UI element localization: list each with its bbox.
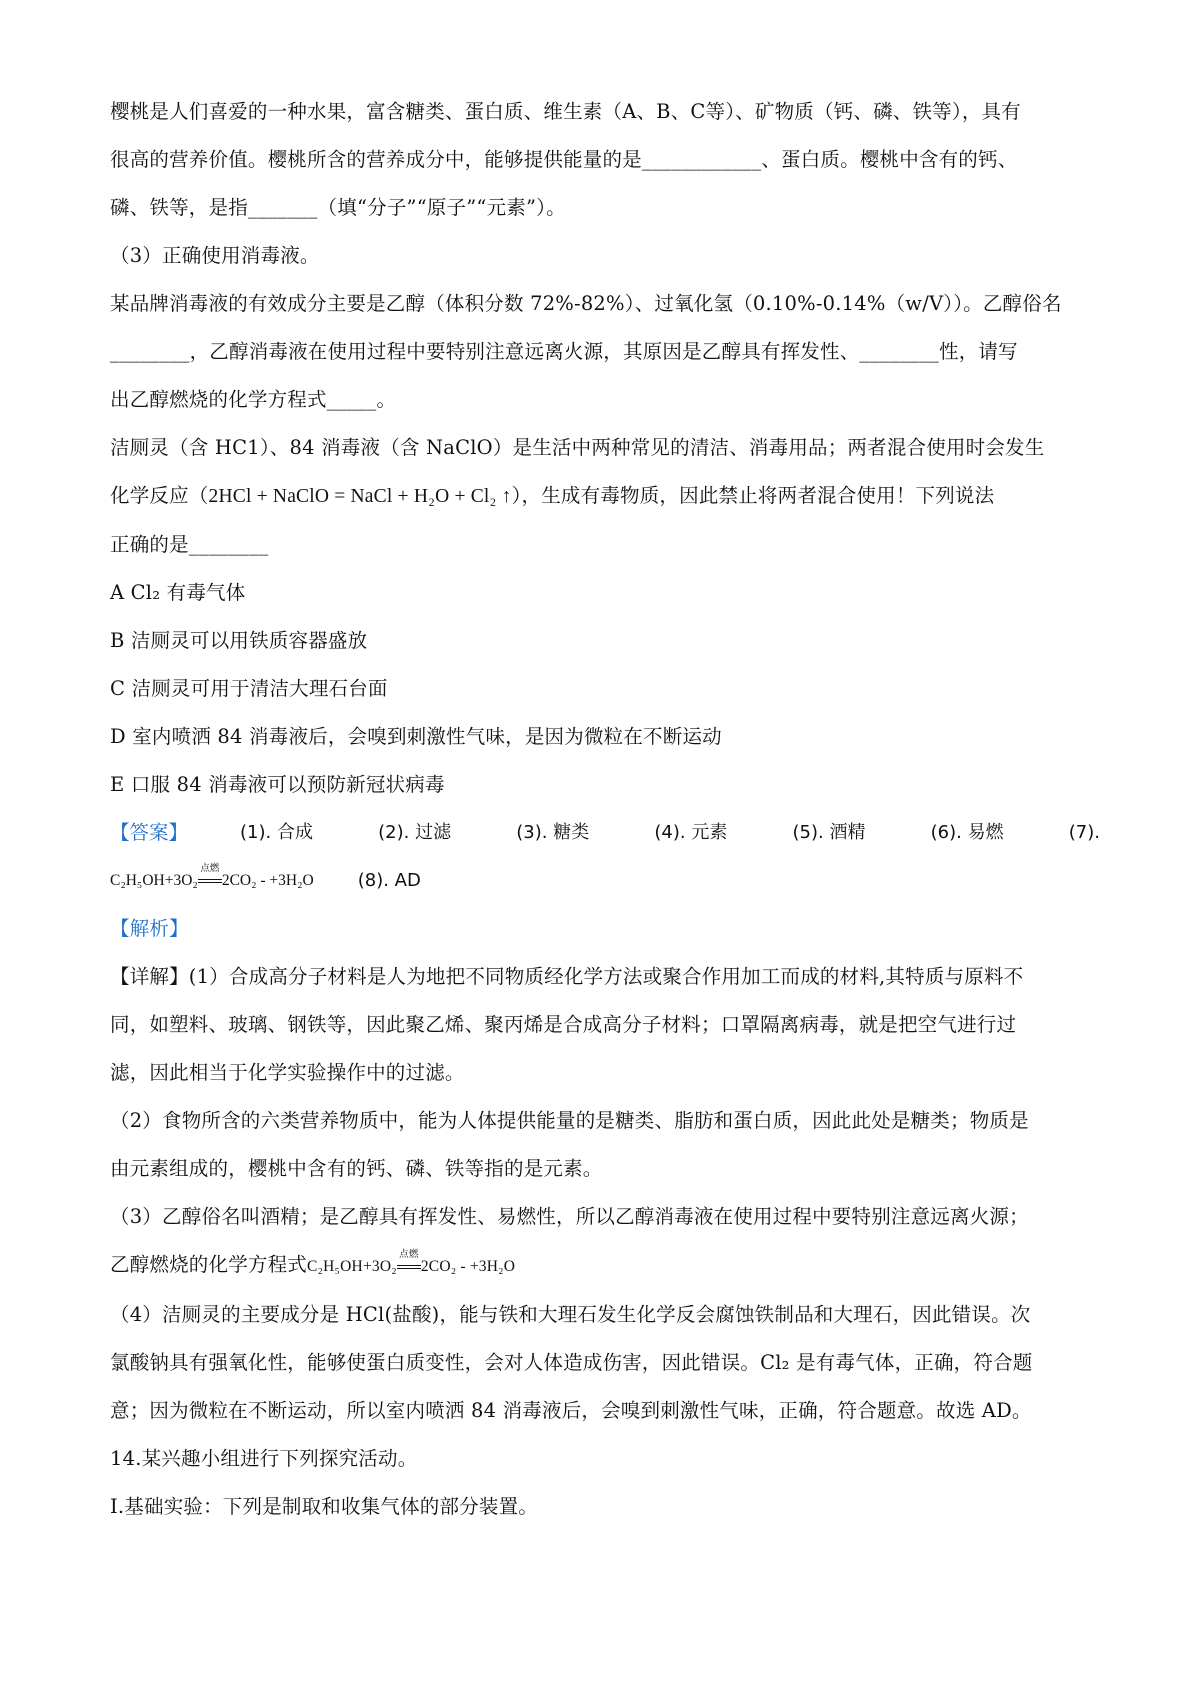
question-14: 14.某兴趣小组进行下列探究活动。 (110, 1447, 418, 1470)
detail-4a: （4）洁厕灵的主要成分是 HCl(盐酸)，能与铁和大理石发生化学反会腐蚀铁制品和大理石，因此错误。次 (110, 1303, 1031, 1326)
answer-item-6: (6). 易燃 (930, 822, 1004, 843)
paragraph-cherry-1: 樱桃是人们喜爱的一种水果，富含糖类、蛋白质、维生素（A、B、C等）、矿物质（钙、磷、铁等），具有 (110, 100, 1021, 123)
paragraph-disinfectant-2: ________，乙醇消毒液在使用过程中要特别注意远离火源，其原因是乙醇具有挥发性、________性，请写 (110, 340, 1018, 363)
question-3-title: （3）正确使用消毒液。 (110, 244, 320, 267)
equation-condition (198, 857, 222, 905)
detail-3b (110, 1241, 1100, 1291)
paragraph-cleaner-3: 正确的是________ (110, 533, 269, 556)
answer-item-7: (7). (1068, 822, 1100, 843)
detail-4b: 氯酸钠具有强氧化性，能够使蛋白质变性，会对人体造成伤害，因此错误。Cl₂ 是有毒气体，正确，符合题 (110, 1351, 1033, 1374)
detail-2b: 由元素组成的，樱桃中含有的钙、磷、铁等指的是元素。 (110, 1157, 603, 1180)
detail-1c: 滤，因此相当于化学实验操作中的过滤。 (110, 1061, 465, 1084)
answer-item-1: (1). 合成 (240, 822, 313, 843)
reaction-prefix: 化学反应（ (110, 484, 209, 507)
question-14-part-1: I.基础实验：下列是制取和收集气体的部分装置。 (110, 1495, 539, 1518)
answer-label: 【答案】 (110, 821, 189, 844)
answer-equation (110, 857, 314, 905)
answer-item-4: (4). 元素 (654, 822, 728, 843)
detail-equation-condition-text: 点燃 (399, 1250, 419, 1260)
answer-item-3: (3). 糖类 (516, 822, 590, 843)
detail-3b-prefix: 乙醇燃烧的化学方程式 (110, 1253, 308, 1276)
detail-equation-right: 2CO₂ - +3H₂O (420, 1258, 516, 1275)
option-b: B 洁厕灵可以用铁质容器盛放 (110, 629, 368, 652)
document-content (110, 88, 1100, 1531)
option-c: C 洁厕灵可用于清洁大理石台面 (110, 677, 388, 700)
paragraph-cherry-3: 磷、铁等，是指_______（填“分子”“原子”“元素”）。 (110, 196, 566, 219)
detail-4c: 意；因为微粒在不断运动，所以室内喷洒 84 消毒液后，会嗅到刺激性气味，正确，符合题意。故选 AD。 (110, 1399, 1032, 1422)
answer-item-5: (5). 酒精 (792, 822, 866, 843)
detail-1b: 同，如塑料、玻璃、钢铁等，因此聚乙烯、聚丙烯是合成高分子材料；口罩隔离病毒，就是把空气进行过 (110, 1013, 1017, 1036)
answer-item-8: (8). AD (357, 870, 421, 891)
detail-1a: 【详解】(1）合成高分子材料是人为地把不同物质经化学方法或聚合作用加工而成的材料,其特质与原料不 (110, 965, 1024, 988)
option-d: D 室内喷洒 84 消毒液后，会嗅到刺激性气味，是因为微粒在不断运动 (110, 725, 722, 748)
paragraph-cleaner-1: 洁厕灵（含 HC1）、84 消毒液（含 NaClO）是生活中两种常见的清洁、消毒用品；两者混合使用时会发生 (110, 436, 1045, 459)
option-e: E 口服 84 消毒液可以预防新冠状病毒 (110, 773, 445, 796)
reaction-formula: 2HCl + NaClO = NaCl + H₂O + Cl₂ ↑ (208, 486, 512, 507)
detail-equation-condition (397, 1243, 421, 1291)
detail-3a: （3）乙醇俗名叫酒精；是乙醇具有挥发性、易燃性，所以乙醇消毒液在使用过程中要特别注意远离火源； (110, 1205, 1029, 1228)
paragraph-disinfectant-1: 某品牌消毒液的有效成分主要是乙醇（体积分数 72%-82%）、过氧化氢（0.10%-0.14%（w/V））。乙醇俗名 (110, 292, 1062, 315)
equation-condition-text: 点燃 (200, 864, 220, 874)
reaction-suffix: ），生成有毒物质，因此禁止将两者混合使用！下列说法 (511, 484, 995, 507)
analysis-label: 【解析】 (110, 917, 189, 940)
equation-right: 2CO₂ - +3H₂O (221, 872, 314, 889)
equation-left: C₂H₅OH+3O₂ (110, 872, 198, 889)
answer-equation-row (110, 857, 1100, 905)
detail-equation-left: C₂H₅OH+3O₂ (307, 1258, 397, 1275)
answer-item-2: (2). 过滤 (378, 822, 452, 843)
detail-2a: （2）食物所含的六类营养物质中，能为人体提供能量的是糖类、脂肪和蛋白质，因此此处是糖类；物质是 (110, 1109, 1029, 1132)
paragraph-cherry-2: 很高的营养价值。樱桃所含的营养成分中，能够提供能量的是____________、蛋白质。樱桃中含有的钙、 (110, 148, 1018, 171)
option-a: A Cl₂ 有毒气体 (110, 581, 246, 604)
paragraph-cleaner-2 (110, 472, 1100, 521)
answer-row (110, 809, 1100, 857)
paragraph-disinfectant-3: 出乙醇燃烧的化学方程式_____。 (110, 388, 397, 411)
detail-equation (307, 1243, 515, 1291)
